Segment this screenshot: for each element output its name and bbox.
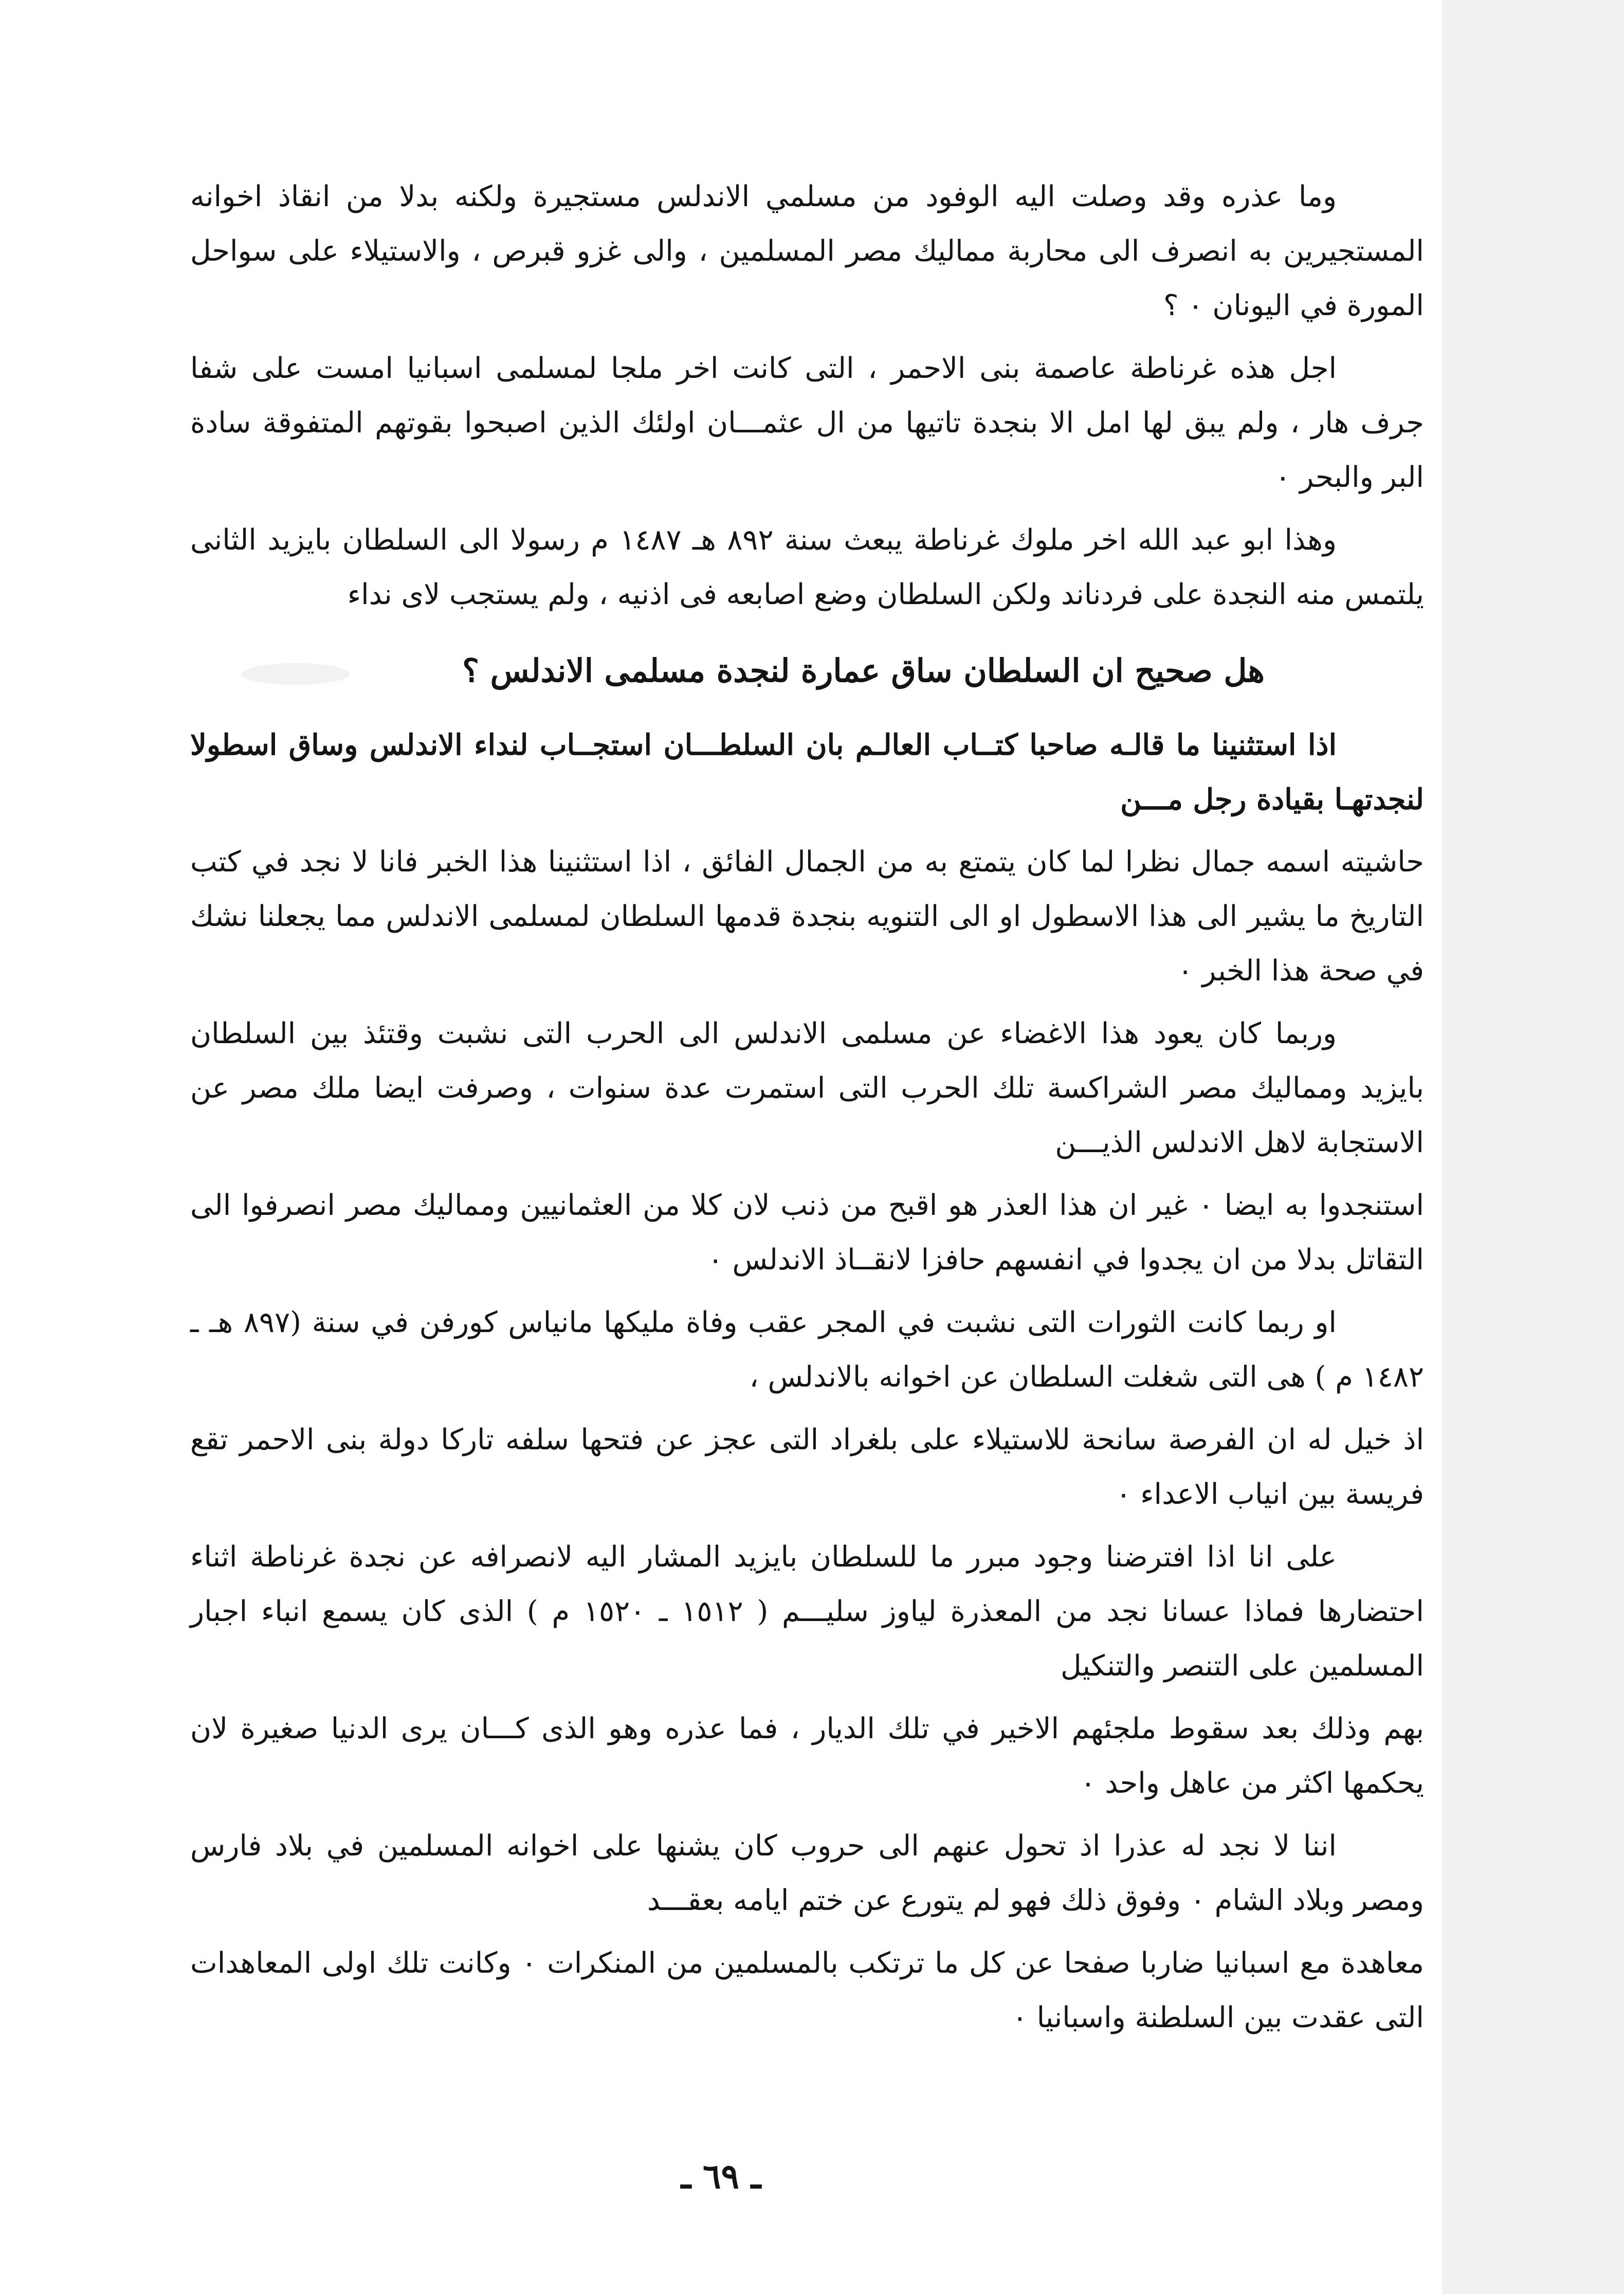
paragraph-11: بهم وذلك بعد سقوط ملجئهم الاخير في تلك الديار ، فما عذره وهو الذى كـــان يرى الدنيا صغيرة لان يحكمها اكثر من عاهل واحد ٠: [190, 1712, 1424, 1800]
paragraph-1: وما عذره وقد وصلت اليه الوفود من مسلمي الاندلس مستجيرة ولكنه بدلا من انقاذ اخوانه المستجيرين به انصرف الى محاربة مماليك مصر المسلمين ، والى غزو قبرص ، والاستيلاء على سواحل المورة في اليونان ٠ ؟: [190, 180, 1424, 322]
paragraph-2: اجل هذه غرناطة عاصمة بنى الاحمر ، التى كانت اخر ملجا لمسلمى اسبانيا امست على شفا جرف هار ، ولم يبق لها امل الا بنجدة تاتيها من ال عثمـــان اولئك الذين اصبحوا بقوتهم المتفوقة سادة البر والبحر ٠: [190, 352, 1425, 494]
paragraph-13: معاهدة مع اسبانيا ضاربا صفحا عن كل ما ترتكب بالمسلمين من المنكرات ٠ وكانت تلك اولى المعاهدات التى عقدت بين السلطنة واسبانيا ٠: [190, 1946, 1424, 2034]
paragraph-10: على انا اذا افترضنا وجود مبرر ما للسلطان بايزيد المشار اليه لانصرافه عن نجدة غرناطة اثناء احتضارها فماذا عسانا نجد من المعذرة لياوز سليـــم ( ١٥١٢ ـ ١٥٢٠ م ) الذى كان يسمع انباء اجبار المسلمين على التنصر والتنكيل: [190, 1540, 1424, 1683]
paragraph-5: حاشيته اسمه جمال نظرا لما كان يتمتع به من الجمال الفائق ، اذا استثنينا هذا الخبر فانا لا نجد في كتب التاريخ ما يشير الى هذا الاسطول او الى التنويه بنجدة قدمها السلطان لمسلمى الاندلس مما يجعلنا نشك في صحة هذا الخبر ٠: [190, 845, 1424, 988]
paragraph-3: وهذا ابو عبد الله اخر ملوك غرناطة يبعث سنة ٨٩٢ هـ ١٤٨٧ م رسولا الى السلطان بايزيد الثانى يلتمس منه النجدة على فردناند ولكن السلطان وضع اصابعه فى اذنيه ، ولم يستجب لاى نداء: [190, 523, 1424, 611]
paragraph-9: اذ خيل له ان الفرصة سانحة للاستيلاء على بلغراد التى عجز عن فتحها سلفه تاركا دولة بنى الاحمر تقع فريسة بين انياب الاعداء ٠: [190, 1423, 1424, 1511]
section-heading: هل صحيح ان السلطان ساق عمارة لنجدة مسلمى الاندلس ؟: [462, 652, 1265, 689]
paragraph-12: اننا لا نجد له عذرا اذ تحول عنهم الى حروب كان يشنها على اخوانه المسلمين في بلاد فارس ومصر وبلاد الشام ٠ وفوق ذلك فهو لم يتورع عن ختم ايامه بعقـــد: [190, 1829, 1424, 1917]
paragraph-6: وربما كان يعود هذا الاغضاء عن مسلمى الاندلس الى الحرب التى نشبت وقتئذ بين السلطان بايزيد ومماليك مصر الشراكسة تلك الحرب التى استمرت عدة سنوات ، وصرفت ايضا ملك مصر عن الاستجابة لاهل الاندلس الذيـــن: [190, 1017, 1424, 1159]
page-number: ـ ٦٩ ـ: [681, 2156, 761, 2196]
paragraph-7: استنجدوا به ايضا ٠ غير ان هذا العذر هو اقبح من ذنب لان كلا من العثمانيين ومماليك مصر انصرفوا الى التقاتل بدلا من ان يجدوا في انفسهم حافزا لانقــاذ الاندلس ٠: [190, 1189, 1425, 1277]
page-body: [190, 170, 1424, 2053]
scan-margin: [1442, 0, 1624, 2294]
paragraph-8: او ربما كانت الثورات التى نشبت في المجر عقب وفاة مليكها مانياس كورفن في سنة (٨٩٧ هـ ـ ١٤٨٢ م ) هى التى شغلت السلطان عن اخوانه بالاندلس ،: [190, 1306, 1424, 1394]
paragraph-4: اذا استثنينا ما قالـه صاحبا كتــاب العالـم بان السلطـــان استجــاب لنداء الاندلس وساق اسطولا لنجدتهـا بقيادة رجل مـــن: [190, 728, 1424, 816]
